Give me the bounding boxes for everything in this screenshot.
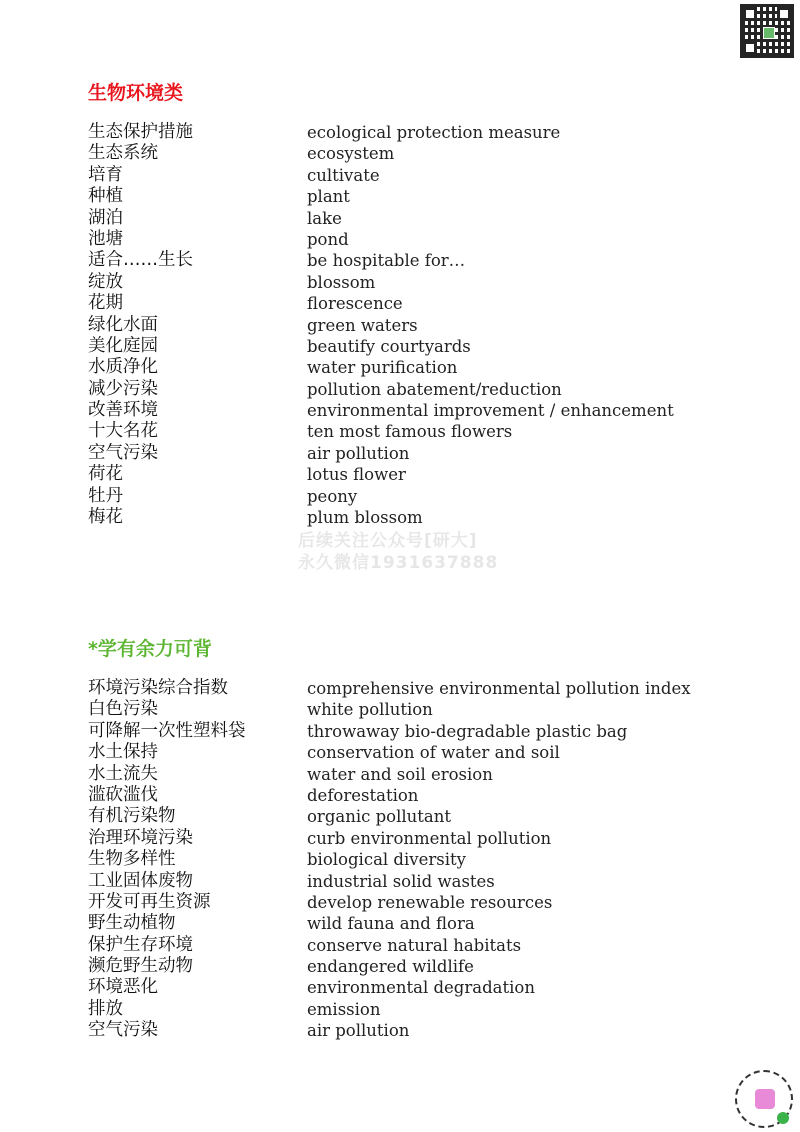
vocab-chinese: 池塘 <box>88 228 123 249</box>
vocab-english: ten most famous flowers <box>307 422 513 442</box>
vocab-english: develop renewable resources <box>307 892 553 912</box>
vocab-chinese: 适合……生长 <box>88 250 193 271</box>
vocab-chinese: 十大名花 <box>88 421 158 442</box>
vocab-english: beautify courtyards <box>307 336 471 356</box>
vocab-chinese: 花期 <box>88 293 123 314</box>
vocab-english: organic pollutant <box>307 807 452 827</box>
vocab-english: plant <box>307 187 350 207</box>
vocab-english: blossom <box>307 272 376 292</box>
vocab-chinese: 空气污染 <box>88 442 158 463</box>
section-title-optional: *学有余力可背 <box>88 638 212 660</box>
vocab-english: emission <box>307 999 381 1019</box>
vocab-english: peony <box>307 486 358 506</box>
vocab-english: green waters <box>307 315 418 335</box>
qr-finder-bottom-left <box>743 41 757 55</box>
vocab-english: white pollution <box>307 700 433 720</box>
vocab-english: pollution abatement/reduction <box>307 379 562 399</box>
vocab-english: florescence <box>307 294 403 314</box>
vocab-english: environmental improvement / enhancement <box>307 401 674 421</box>
vocab-chinese: 美化庭园 <box>88 335 158 356</box>
vocab-chinese: 白色污染 <box>88 699 158 720</box>
vocab-english: air pollution <box>307 1021 410 1041</box>
vocab-chinese: 牡丹 <box>88 485 123 506</box>
qr-finder-top-left <box>743 7 757 21</box>
vocab-chinese: 生态系统 <box>88 143 158 164</box>
watermark-line-1: 后续关注公众号[研大] <box>298 531 478 551</box>
vocab-english: pond <box>307 229 349 249</box>
vocab-english: air pollution <box>307 443 410 463</box>
mini-program-face <box>755 1089 775 1109</box>
mini-program-badge <box>777 1112 789 1124</box>
qr-code-icon <box>740 4 794 58</box>
vocab-chinese: 种植 <box>88 186 123 207</box>
vocab-english: conserve natural habitats <box>307 935 522 955</box>
vocab-chinese: 工业固体废物 <box>88 870 193 891</box>
vocab-chinese: 滥砍滥伐 <box>88 784 158 805</box>
vocab-english: throwaway bio-degradable plastic bag <box>307 721 628 741</box>
vocab-chinese: 保护生存环境 <box>88 934 193 955</box>
section-title-bio-environment: 生物环境类 <box>88 82 184 104</box>
vocab-chinese: 开发可再生资源 <box>88 891 211 912</box>
vocab-english: curb environmental pollution <box>307 828 552 848</box>
vocab-chinese: 减少污染 <box>88 378 158 399</box>
vocab-english: ecological protection measure <box>307 123 561 142</box>
vocab-english: water and soil erosion <box>307 764 493 784</box>
vocab-chinese: 绿化水面 <box>88 314 158 335</box>
vocab-english: comprehensive environmental pollution index <box>307 679 691 698</box>
vocab-chinese: 生态保护措施 <box>88 122 193 142</box>
qr-center-logo <box>763 27 775 39</box>
qr-finder-top-right <box>777 7 791 21</box>
vocab-english: deforestation <box>307 785 419 805</box>
vocab-chinese: 生物多样性 <box>88 849 176 870</box>
vocab-english: endangered wildlife <box>307 957 474 977</box>
vocab-chinese: 可降解一次性塑料袋 <box>88 720 246 741</box>
vocab-english: lotus flower <box>307 465 406 485</box>
vocab-english: conservation of water and soil <box>307 743 560 763</box>
vocab-chinese: 环境污染综合指数 <box>88 678 228 698</box>
vocab-english: water purification <box>307 358 458 378</box>
vocab-chinese: 荷花 <box>88 464 123 485</box>
vocab-chinese: 空气污染 <box>88 1020 158 1041</box>
vocab-english: biological diversity <box>307 850 466 870</box>
watermark-line-2: 永久微信1931637888 <box>298 553 499 573</box>
vocab-chinese: 改善环境 <box>88 400 158 421</box>
vocab-chinese: 湖泊 <box>88 207 123 228</box>
vocab-chinese: 水土保持 <box>88 742 158 763</box>
vocab-english: wild fauna and flora <box>307 914 475 934</box>
vocab-chinese: 环境恶化 <box>88 977 158 998</box>
vocab-english: cultivate <box>307 165 380 185</box>
vocab-chinese: 濒危野生动物 <box>88 956 193 977</box>
vocab-chinese: 有机污染物 <box>88 806 176 827</box>
mini-program-code-icon <box>735 1070 793 1128</box>
vocab-chinese: 排放 <box>88 998 123 1019</box>
vocab-chinese: 水质净化 <box>88 357 158 378</box>
vocab-chinese: 绽放 <box>88 271 123 292</box>
vocab-chinese: 野生动植物 <box>88 913 176 934</box>
vocab-english: industrial solid wastes <box>307 871 495 891</box>
vocab-english: ecosystem <box>307 144 395 164</box>
vocab-chinese: 水土流失 <box>88 763 158 784</box>
vocab-english: lake <box>307 208 342 228</box>
vocab-english: be hospitable for… <box>307 251 466 271</box>
vocab-chinese: 梅花 <box>88 507 123 528</box>
vocab-chinese: 培育 <box>88 164 123 185</box>
vocab-chinese: 治理环境污染 <box>88 827 193 848</box>
vocab-english: plum blossom <box>307 508 423 528</box>
vocab-english: environmental degradation <box>307 978 535 998</box>
